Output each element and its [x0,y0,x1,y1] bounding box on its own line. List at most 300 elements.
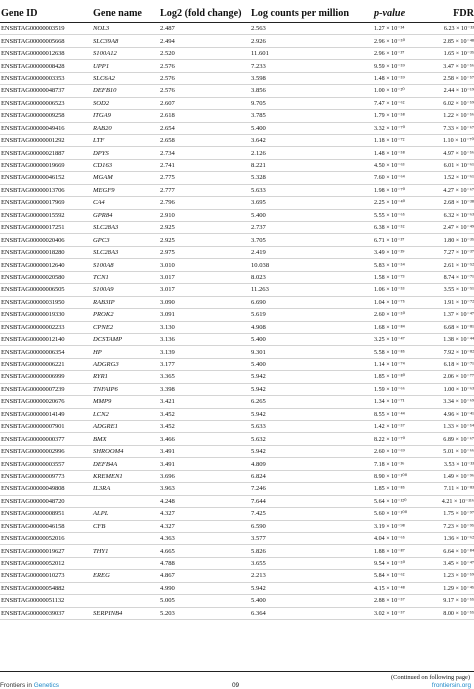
log-cpm-cell: 9.705 [251,99,266,107]
log-cpm-cell: 3.598 [251,74,266,82]
log2-fold-change-cell: 3.010 [160,261,175,269]
fdr-cell: 6.01 × 10⁻⁶¹ [443,163,474,170]
log2-fold-change-cell: 4.665 [160,547,175,555]
log2-fold-change-cell: 4.363 [160,535,175,543]
log-cpm-cell: 6.265 [251,398,266,406]
gene-id-cell: ENSBTAG00000009258 [1,112,65,120]
fdr-cell: 6.64 × 10⁻⁸⁴ [443,548,474,555]
log2-fold-change-cell: 3.491 [160,448,175,456]
fdr-cell: 7.27 × 10⁻³⁷ [443,250,474,257]
log2-fold-change-cell: 3.963 [160,485,175,493]
p-value-cell: 1.06 × 10⁻⁵³ [374,287,405,294]
fdr-cell: 5.01 × 10⁻⁶⁶ [443,449,474,456]
gene-id-cell: ENSBTAG00000018280 [1,249,65,257]
log-cpm-cell: 2.737 [251,224,266,232]
header-p-value [374,8,436,22]
p-value-cell: 5.58 × 10⁻⁸⁵ [374,349,405,356]
p-value-cell: 1.59 × 10⁻⁶⁶ [374,386,405,393]
gene-id-cell: ENSBTAG00000031950 [1,298,65,306]
gene-id-cell: ENSBTAG00000006221 [1,361,65,369]
log2-fold-change-cell: 2.925 [160,224,175,232]
gene-name-cell: SOD2 [93,99,110,107]
log2-fold-change-cell: 2.741 [160,162,175,170]
gene-name-cell: MGAM [93,174,113,182]
fdr-cell: 3.47 × 10⁻⁵⁶ [443,63,474,70]
log-cpm-cell: 7.233 [251,62,266,70]
p-value-cell: 5.60 × 10⁻¹⁰⁰ [374,511,408,518]
header-log-counts-per-million: Log counts per million [251,8,350,19]
gene-name-cell: SLC6A2 [93,74,115,82]
table-row [0,147,474,159]
log-cpm-cell: 5.942 [251,385,266,393]
table-row [0,334,474,346]
table-row [0,73,474,85]
fdr-cell: 6.18 × 10⁻⁷¹ [443,362,474,369]
p-value-cell: 1.68 × 10⁻⁸⁴ [374,324,405,331]
gene-id-cell: ENSBTAG00000046152 [1,174,65,182]
gene-id-cell: ENSBTAG00000046158 [1,522,65,530]
table-row [0,421,474,433]
log-cpm-cell: 5.942 [251,584,266,592]
table-row [0,558,474,570]
gene-name-cell: KREMEN1 [93,472,123,480]
gene-id-cell: ENSBTAG00000051132 [1,597,65,605]
fdr-cell: 9.17 × 10⁻⁵⁵ [443,598,474,605]
gene-name-cell: RAB3IP [93,298,115,306]
p-value-cell: 1.27 × 10⁻³⁴ [374,26,405,33]
fdr-cell: 1.75 × 10⁻⁹⁷ [443,511,474,518]
fdr-cell: 7.33 × 10⁻⁶⁷ [443,125,474,132]
fdr-cell: 7.92 × 10⁻⁸² [443,349,474,356]
gene-id-cell: ENSBTAG00000039037 [1,609,65,617]
gene-name-cell: TCN1 [93,273,109,281]
gene-id-cell: ENSBTAG00000020676 [1,398,65,406]
gene-name-cell: DEFB10 [93,87,117,95]
log-cpm-cell: 7.246 [251,485,266,493]
header-p-value-label: p-value [374,8,406,19]
gene-name-cell: HP [93,348,102,356]
log-cpm-cell: 5.400 [251,336,266,344]
log-cpm-cell: 7.425 [251,510,266,518]
gene-id-cell: ENSBTAG00000008428 [1,62,65,70]
gene-name-cell: S100A9 [93,286,114,294]
log2-fold-change-cell: 4.248 [160,497,175,505]
gene-name-cell: NOL3 [93,25,110,33]
p-value-cell: 5.55 × 10⁻⁶⁵ [374,212,405,219]
p-value-cell: 1.48 × 10⁻⁵⁹ [374,75,405,82]
fdr-cell: 1.33 × 10⁻⁵⁴ [443,424,474,431]
gene-name-cell: GPR84 [93,211,113,219]
table-row [0,85,474,97]
gene-name-cell: MEGF9 [93,186,115,194]
gene-name-cell: MMP9 [93,398,112,406]
table-row [0,322,474,334]
log-cpm-cell: 2.563 [251,25,266,33]
p-value-cell: 1.98 × 10⁻⁷⁰ [374,187,406,194]
fdr-cell: 1.36 × 10⁻⁶² [443,536,474,543]
gene-id-cell: ENSBTAG00000000377 [1,435,65,443]
fdr-cell: 3.45 × 10⁻⁴⁷ [443,561,474,568]
log2-fold-change-cell: 2.618 [160,112,175,120]
gene-name-cell: THY1 [93,547,109,555]
journal-link[interactable]: Genetics [33,682,59,689]
log2-fold-change-cell: 2.658 [160,137,175,145]
gene-id-cell: ENSBTAG00000006505 [1,286,65,294]
log2-fold-change-cell: 4.788 [160,560,175,568]
log2-fold-change-cell: 4.327 [160,510,175,518]
p-value-cell: 5.83 × 10⁻⁵⁴ [374,262,405,269]
log-cpm-cell: 5.633 [251,186,266,194]
log2-fold-change-cell: 2.796 [160,199,175,207]
p-value-cell: 3.02 × 10⁻⁵⁷ [374,610,405,617]
gene-name-cell: GPC3 [93,236,110,244]
gene-id-cell: ENSBTAG00000012140 [1,336,65,344]
log-cpm-cell: 7.644 [251,497,266,505]
fdr-cell: 1.80 × 10⁻³⁵ [443,237,474,244]
site-link[interactable]: frontiersin.org [431,682,471,689]
log-cpm-cell: 11.601 [251,50,269,58]
p-value-cell: 4.15 × 10⁻⁴⁸ [374,585,405,592]
gene-id-cell: ENSBTAG00000006354 [1,348,65,356]
table-header [0,0,474,23]
gene-name-cell: PROK2 [93,311,114,319]
p-value-cell: 7.18 × 10⁻³⁶ [374,461,405,468]
gene-id-cell: ENSBTAG00000048720 [1,497,65,505]
p-value-cell: 1.88 × 10⁻⁸⁷ [374,548,405,555]
log-cpm-cell: 6.364 [251,609,266,617]
fdr-cell: 2.06 × 10⁻⁷⁷ [443,374,474,381]
table-row [0,222,474,234]
fdr-cell: 1.65 × 10⁻³⁵ [443,51,474,58]
log2-fold-change-cell: 3.491 [160,460,175,468]
log2-fold-change-cell: 2.925 [160,236,175,244]
table-row [0,48,474,60]
header-fdr: FDR [453,8,474,19]
log-cpm-cell: 4.908 [251,323,266,331]
gene-id-cell: ENSBTAG00000009773 [1,472,65,480]
table-row [0,608,474,620]
gene-name-cell: TNFAIP6 [93,385,118,393]
gene-name-cell: SERPINB4 [93,609,123,617]
gene-id-cell: ENSBTAG00000052012 [1,560,65,568]
p-value-cell: 1.18 × 10⁻⁷² [374,138,405,145]
gene-id-cell: ENSBTAG00000019627 [1,547,65,555]
log2-fold-change-cell: 3.421 [160,398,175,406]
table-row [0,234,474,246]
table-row [0,185,474,197]
log2-fold-change-cell: 3.466 [160,435,175,443]
gene-id-cell: ENSBTAG00000005668 [1,37,65,45]
log-cpm-cell: 6.590 [251,522,266,530]
log-cpm-cell: 3.785 [251,112,266,120]
fdr-cell: 8.74 × 10⁻⁷¹ [443,274,474,281]
log2-fold-change-cell: 2.576 [160,87,175,95]
fdr-cell: 1.52 × 10⁻⁶¹ [443,175,474,182]
p-value-cell: 2.25 × 10⁻⁴⁰ [374,200,406,207]
p-value-cell: 1.04 × 10⁻⁷⁵ [374,299,405,306]
fdr-cell: 2.68 × 10⁻³⁸ [443,200,474,207]
gene-id-cell: ENSBTAG00000049808 [1,485,65,493]
gene-name-cell: CD163 [93,162,113,170]
table-row [0,135,474,147]
fdr-cell: 2.58 × 10⁻⁵⁷ [443,75,474,82]
p-value-cell: 7.47 × 10⁻⁶² [374,100,405,107]
p-value-cell: 6.71 × 10⁻³⁷ [374,237,405,244]
page-footer [0,682,474,689]
gene-id-cell: ENSBTAG00000006999 [1,373,65,381]
table-row [0,309,474,321]
gene-name-cell: IL3RA [93,485,111,493]
fdr-cell: 1.38 × 10⁻⁴⁴ [443,337,474,344]
gene-id-cell: ENSBTAG00000048737 [1,87,65,95]
table-row [0,98,474,110]
fdr-cell: 8.00 × 10⁻⁵⁵ [443,610,474,617]
fdr-cell: 2.47 × 10⁻⁴⁹ [443,225,474,232]
gene-name-cell: ADGRE1 [93,423,118,431]
fdr-cell: 4.21 × 10⁻¹¹⁶ [441,498,474,505]
gene-name-cell: SLC28A3 [93,224,119,232]
fdr-cell: 2.85 × 10⁻⁴⁸ [443,38,474,45]
log2-fold-change-cell: 2.975 [160,249,175,257]
table-row [0,297,474,309]
p-value-cell: 2.60 × 10⁻⁵⁰ [374,312,406,319]
gene-name-cell: LTF [93,137,105,145]
log2-fold-change-cell: 3.365 [160,373,175,381]
table-row [0,371,474,383]
p-value-cell: 7.60 × 10⁻⁶⁴ [374,175,405,182]
p-value-cell: 1.48 × 10⁻⁵⁸ [374,150,405,157]
gene-id-cell: ENSBTAG00000012638 [1,50,65,58]
log-cpm-cell: 5.400 [251,597,266,605]
fdr-cell: 4.27 × 10⁻⁶⁷ [443,187,474,194]
log-cpm-cell: 10.038 [251,261,270,269]
gene-id-cell: ENSBTAG00000007901 [1,423,65,431]
p-value-cell: 2.60 × 10⁻⁶⁹ [374,449,405,456]
log-cpm-cell: 3.577 [251,535,266,543]
gene-id-cell: ENSBTAG00000017251 [1,224,65,232]
fdr-cell: 1.23 × 10⁻⁵⁹ [443,573,474,580]
p-value-cell: 2.96 × 10⁻⁵⁰ [374,38,406,45]
log2-fold-change-cell: 2.607 [160,99,175,107]
log-cpm-cell: 8.023 [251,273,266,281]
table-row [0,595,474,607]
gene-id-cell: ENSBTAG00000020580 [1,273,65,281]
log-cpm-cell: 5.942 [251,410,266,418]
table-row [0,533,474,545]
fdr-cell: 1.00 × 10⁻⁶³ [443,386,474,393]
p-value-cell: 1.79 × 10⁻⁵⁸ [374,113,405,120]
fdr-cell: 1.37 × 10⁻⁴⁷ [443,312,474,319]
log2-fold-change-cell: 3.177 [160,361,175,369]
table-row [0,60,474,72]
gene-name-cell: DPYS [93,149,109,157]
log2-fold-change-cell: 3.136 [160,336,175,344]
table-row [0,247,474,259]
log-cpm-cell: 3.642 [251,137,266,145]
gene-name-cell: CPNE2 [93,323,114,331]
p-value-cell: 3.32 × 10⁻⁷⁰ [374,125,406,132]
gene-name-cell: DEFB4A [93,460,118,468]
gene-id-cell: ENSBTAG00000012640 [1,261,65,269]
log2-fold-change-cell: 2.487 [160,25,175,33]
log-cpm-cell: 5.632 [251,435,266,443]
table-row [0,110,474,122]
table-row [0,346,474,358]
table-row [0,172,474,184]
log2-fold-change-cell: 3.130 [160,323,175,331]
log2-fold-change-cell: 4.990 [160,584,175,592]
log2-fold-change-cell: 4.867 [160,572,175,580]
log2-fold-change-cell: 2.654 [160,124,175,132]
log2-fold-change-cell: 3.696 [160,472,175,480]
log-cpm-cell: 2.926 [251,37,266,45]
gene-name-cell: RYR1 [93,373,108,381]
gene-name-cell: SLC39A8 [93,37,119,45]
gene-id-cell: ENSBTAG00000002996 [1,448,65,456]
gene-name-cell: ALPL [93,510,109,518]
table-row [0,384,474,396]
table-row [0,583,474,595]
log2-fold-change-cell: 2.734 [160,149,175,157]
p-value-cell: 5.84 × 10⁻⁶² [374,573,405,580]
table-row [0,570,474,582]
p-value-cell: 1.85 × 10⁻⁸⁰ [374,374,406,381]
gene-name-cell: UPP1 [93,62,110,70]
p-value-cell: 2.96 × 10⁻³⁷ [374,51,405,58]
table-bottom-rule [0,671,474,672]
gene-id-cell: ENSBTAG00000003353 [1,74,65,82]
gene-id-cell: ENSBTAG00000013706 [1,186,65,194]
log-cpm-cell: 5.400 [251,211,266,219]
gene-id-cell: ENSBTAG00000015592 [1,211,65,219]
table-row [0,23,474,35]
gene-name-cell: CFB [93,522,106,530]
log-cpm-cell: 3.695 [251,199,266,207]
gene-id-cell: ENSBTAG00000003557 [1,460,65,468]
log-cpm-cell: 4.809 [251,460,266,468]
log2-fold-change-cell: 3.452 [160,423,175,431]
p-value-cell: 4.04 × 10⁻⁶⁵ [374,536,405,543]
log-cpm-cell: 5.328 [251,174,266,182]
table-row [0,197,474,209]
log2-fold-change-cell: 3.452 [160,410,175,418]
log-cpm-cell: 2.126 [251,149,266,157]
table-row [0,458,474,470]
p-value-cell: 6.38 × 10⁻⁵² [374,225,405,232]
footer-journal [0,682,59,689]
p-value-cell: 3.19 × 10⁻⁹⁸ [374,523,405,530]
continued-note: (Continued on following page) [391,674,470,681]
table-row [0,409,474,421]
log-cpm-cell: 6.690 [251,298,266,306]
fdr-cell: 3.55 × 10⁻⁵¹ [443,287,474,294]
gene-name-cell: RAB20 [93,124,112,132]
log2-fold-change-cell: 5.005 [160,597,175,605]
gene-id-cell: ENSBTAG00000014149 [1,410,65,418]
p-value-cell: 5.64 × 10⁻¹²⁰ [374,498,407,505]
header-log2-fold-change: Log2 (fold change) [160,8,242,19]
page-number: 09 [232,682,240,689]
fdr-cell: 3.53 × 10⁻³³ [443,461,474,468]
gene-name-cell: DCSTAMP [93,336,123,344]
fdr-cell: 1.22 × 10⁻⁵⁶ [443,113,474,120]
table-body [0,23,474,620]
gene-id-cell: ENSBTAG00000052016 [1,535,65,543]
fdr-cell: 1.29 × 10⁻⁴⁵ [443,585,474,592]
table-row [0,210,474,222]
fdr-cell: 1.10 × 10⁻⁷⁰ [442,138,474,145]
log-cpm-cell: 2.213 [251,572,266,580]
log-cpm-cell: 3.856 [251,87,266,95]
gene-name-cell: S100A12 [93,50,117,58]
header-gene-name: Gene name [93,8,142,19]
p-value-cell: 1.42 × 10⁻⁵⁷ [374,424,405,431]
gene-name-cell: ITGA9 [93,112,111,120]
gene-name-cell: SLC28A3 [93,249,119,257]
log2-fold-change-cell: 3.398 [160,385,175,393]
log-cpm-cell: 11.263 [251,286,269,294]
fdr-cell: 6.89 × 10⁻⁶⁷ [443,436,474,443]
gene-name-cell: CA4 [93,199,105,207]
p-value-cell: 1.00 × 10⁻²⁰ [374,88,405,95]
gene-name-cell: LCN2 [93,410,109,418]
p-value-cell: 9.54 × 10⁻⁵⁰ [374,561,406,568]
table-row [0,359,474,371]
log2-fold-change-cell: 2.777 [160,186,175,194]
log2-fold-change-cell: 4.327 [160,522,175,530]
log-cpm-cell: 5.619 [251,311,266,319]
gene-name-cell: ADGRG3 [93,361,119,369]
fdr-cell: 7.23 × 10⁻⁹⁵ [443,523,474,530]
fdr-cell: 1.49 × 10⁻⁹⁶ [443,473,474,480]
fdr-cell: 6.32 × 10⁻⁶³ [443,212,474,219]
log-cpm-cell: 3.655 [251,560,266,568]
p-value-cell: 1.85 × 10⁻⁸⁵ [374,486,405,493]
gene-id-cell: ENSBTAG00000020406 [1,236,65,244]
log-cpm-cell: 5.942 [251,448,266,456]
table-row [0,396,474,408]
log-cpm-cell: 8.221 [251,162,266,170]
fdr-cell: 7.11 × 10⁻⁸³ [443,486,474,493]
p-value-cell: 8.55 × 10⁻⁴⁴ [374,411,405,418]
p-value-cell: 8.90 × 10⁻¹⁰⁰ [374,473,408,480]
log2-fold-change-cell: 5.203 [160,609,175,617]
gene-id-cell: ENSBTAG00000017969 [1,199,65,207]
gene-name-cell: SHROOM4 [93,448,124,456]
table-row [0,259,474,271]
gene-id-cell: ENSBTAG00000008951 [1,510,65,518]
gene-id-cell: ENSBTAG00000019669 [1,162,65,170]
table-row [0,433,474,445]
p-value-cell: 1.34 × 10⁻⁷¹ [374,399,405,406]
gene-id-cell: ENSBTAG00000002233 [1,323,65,331]
gene-id-cell: ENSBTAG00000001292 [1,137,65,145]
table-row [0,545,474,557]
log2-fold-change-cell: 3.139 [160,348,175,356]
table-row [0,284,474,296]
log-cpm-cell: 5.826 [251,547,266,555]
p-value-cell: 4.50 × 10⁻⁶³ [374,163,405,170]
p-value-cell: 8.22 × 10⁻⁷⁰ [374,436,406,443]
log2-fold-change-cell: 3.090 [160,298,175,306]
table-row [0,471,474,483]
gene-name-cell: BMX [93,435,107,443]
fdr-cell: 1.91 × 10⁻⁷² [443,299,474,306]
fdr-cell: 2.44 × 10⁻¹⁹ [443,88,474,95]
table-row [0,123,474,135]
log-cpm-cell: 9.301 [251,348,266,356]
gene-id-cell: ENSBTAG00000054882 [1,584,65,592]
